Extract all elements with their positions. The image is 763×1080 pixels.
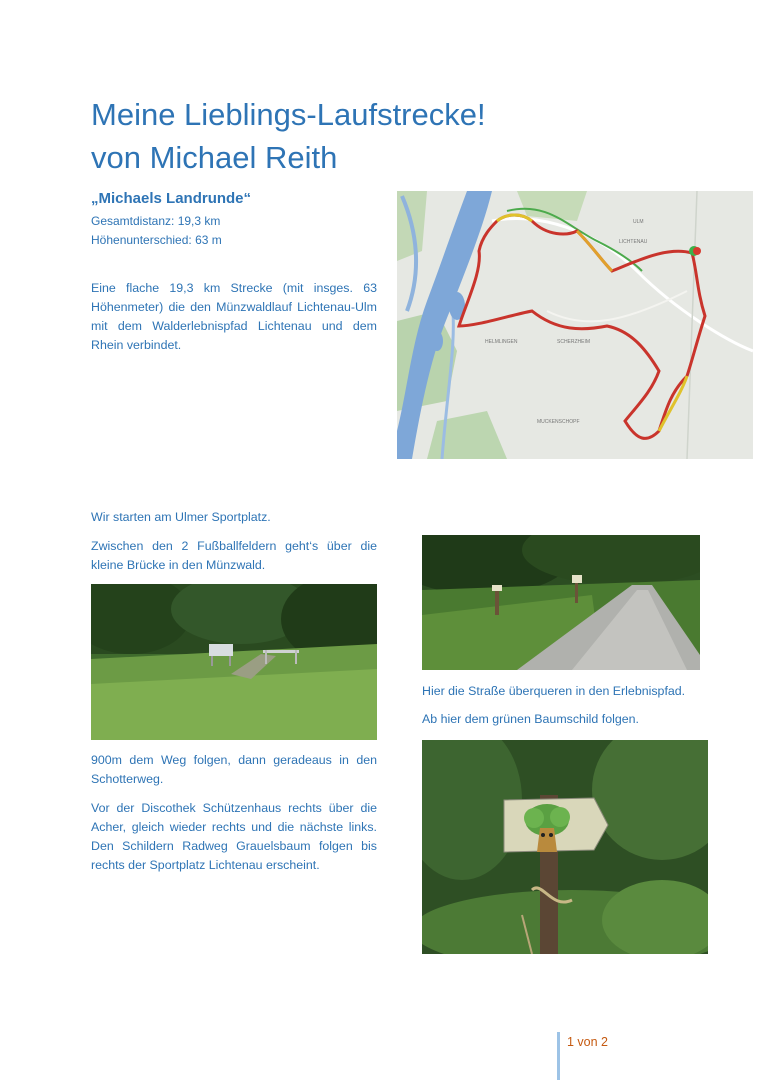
title-line-1: Meine Lieblings-Laufstrecke!	[91, 97, 486, 132]
page-number: 1 von 2	[567, 1035, 609, 1049]
route-distance: Gesamtdistanz: 19,3 km	[91, 214, 221, 228]
route-map-image	[397, 191, 753, 459]
title-line-2: von Michael Reith	[91, 140, 338, 175]
map-label-muckenschopf: MUCKENSCHOPF	[537, 419, 580, 425]
step-cross: Hier die Straße überqueren in den Erlebnispfad.	[422, 684, 686, 698]
gravel-path-photo	[422, 535, 700, 670]
page-title	[91, 93, 486, 179]
step-start: Wir starten am Ulmer Sportplatz.	[91, 510, 271, 524]
route-elevation: Höhenunterschied: 63 m	[91, 233, 222, 247]
step-disco: Vor der Discothek Schützenhaus rechts über die Acher, gleich wieder rechts und die nächste links. Den Schildern Radweg Grauelsbaum folgen bis rechts der Sportplatz Lichtenau erscheint.	[91, 801, 377, 872]
map-label-ulm: ULM	[633, 219, 644, 225]
route-description: Eine flache 19,3 km Strecke (mit insges. 63 Höhenmeter) die den Münzwaldlauf Lichtenau-Ulm mit dem Walderlebnispfad Lichtenau und dem Rhein verbindet.	[91, 281, 377, 352]
map-label-lichtenau: LICHTENAU	[619, 239, 648, 245]
map-label-helmlingen: HELMLINGEN	[485, 339, 518, 345]
route-name: „Michaels Landrunde“	[91, 190, 252, 207]
step-bridge: Zwischen den 2 Fußballfeldern geht‘s über die kleine Brücke in den Münzwald.	[91, 539, 377, 572]
tree-sign-photo	[422, 740, 708, 954]
step-gravel: 900m dem Weg folgen, dann geradeaus in den Schotterweg.	[91, 753, 377, 786]
footer-divider	[557, 1032, 560, 1080]
map-label-scherzheim: SCHERZHEIM	[557, 339, 591, 345]
step-follow: Ab hier dem grünen Baumschild folgen.	[422, 712, 639, 726]
bridge-photo	[91, 584, 377, 740]
